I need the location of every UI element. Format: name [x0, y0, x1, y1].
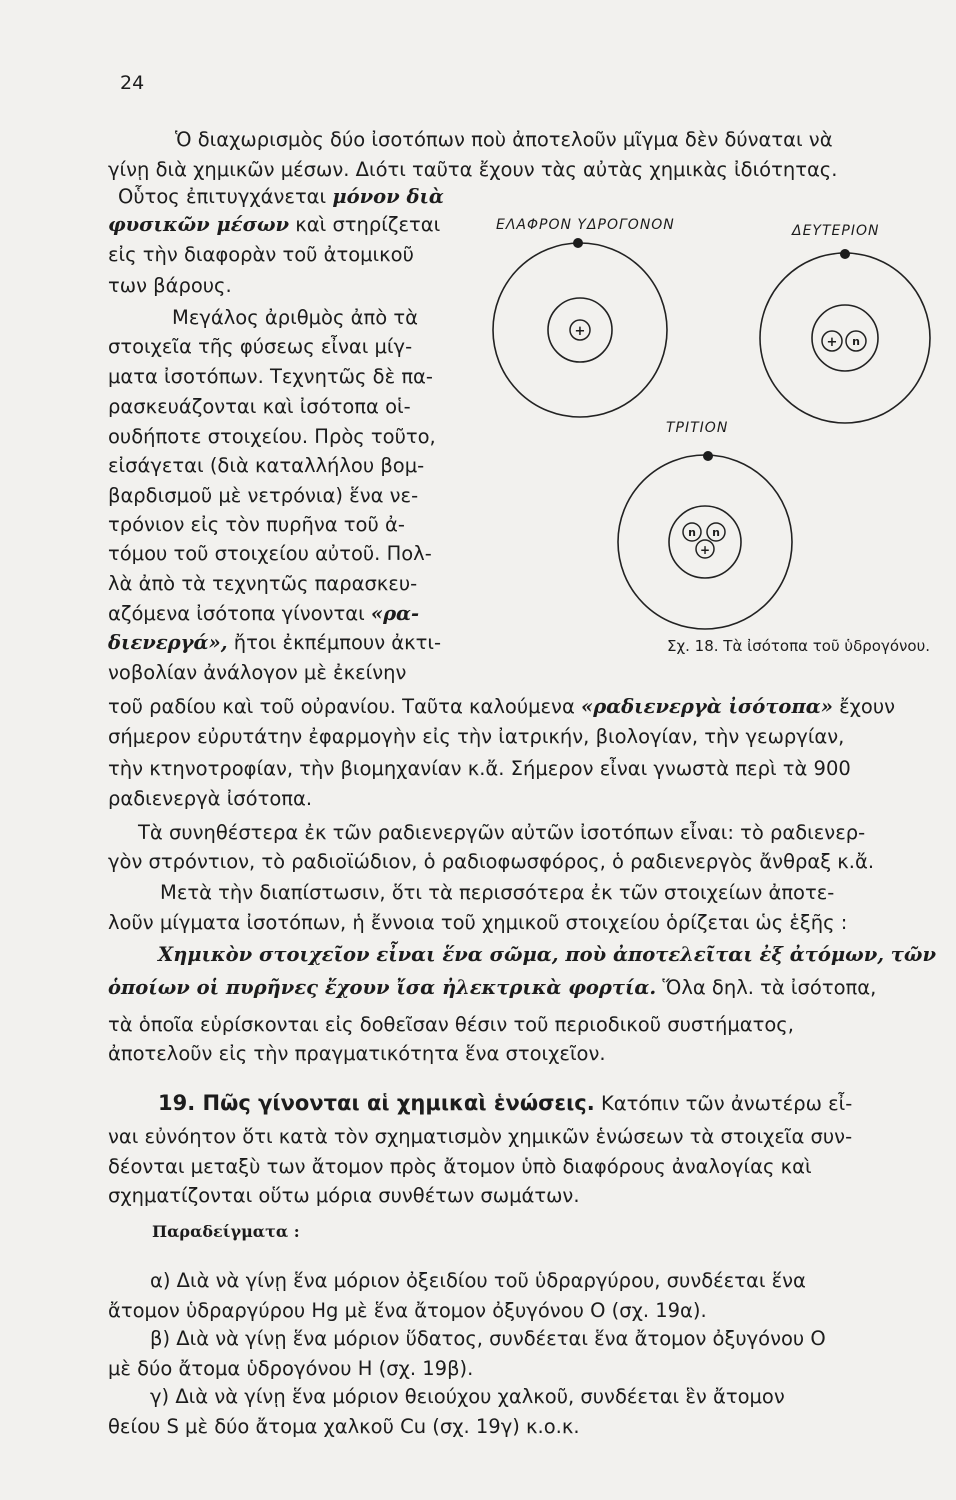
text-line: δέονται μεταξὺ των ἄτομον πρὸς ἄτομον ὑπὸ διαφόρους ἀναλογίας καὶ — [108, 1155, 812, 1178]
proton-symbol: + — [574, 324, 586, 339]
text-line: λοῦν μίγματα ἰσοτόπων, ἡ ἔννοια τοῦ χημικοῦ στοιχείου ὁρίζεται ὡς ἑξῆς : — [108, 911, 848, 934]
text-line — [108, 694, 895, 720]
text-segment: αζόμενα ἰσότοπα γίνονται — [108, 602, 365, 625]
label-tritium: ΤΡΙΤΙΟΝ — [666, 420, 729, 436]
text-line: β) Διὰ νὰ γίνῃ ἕνα μόριον ὕδατος, συνδέεται ἕνα ἄτομον ὀξυγόνου O — [150, 1327, 826, 1350]
text-line: τὰ ὁποῖα εὑρίσκονται εἰς δοθεῖσαν θέσιν τοῦ περιοδικοῦ συστήματος, — [108, 1013, 794, 1036]
text-line: Μετὰ τὴν διαπίστωσιν, ὅτι τὰ περισσότερα ἐκ τῶν στοιχείων ἀποτε- — [160, 881, 835, 904]
text-line: ἀποτελοῦν εἰς τὴν πραγματικότητα ἕνα στοιχεῖον. — [108, 1042, 606, 1065]
text-segment: τοῦ ραδίου καὶ τοῦ οὐρανίου. Ταῦτα καλούμενα — [108, 695, 575, 718]
deuterium-orbit — [760, 253, 930, 423]
text-segment: Κατόπιν τῶν ἀνωτέρω εἶ- — [600, 1092, 853, 1115]
text-line: μὲ δύο ἄτομα ὑδρογόνου H (σχ. 19β). — [108, 1357, 474, 1380]
proton-symbol: + — [699, 543, 711, 557]
text-line: εἰς τὴν διαφορὰν τοῦ ἀτομικοῦ — [108, 243, 414, 266]
text-line: νοβολίαν ἀνάλογον μὲ ἐκείνην — [108, 661, 407, 684]
text-line: τόμου τοῦ στοιχείου αὐτοῦ. Πολ- — [108, 542, 432, 565]
italic-segment: διενεργά», — [108, 631, 228, 654]
italic-segment: φυσικῶν μέσων — [108, 213, 290, 236]
label-light-hydrogen: ΕΛΑΦΡΟΝ ΥΔΡΟΓΟΝΟΝ — [496, 217, 675, 233]
text-line: ουδήποτε στοιχείου. Πρὸς τοῦτο, — [108, 425, 436, 448]
text-line: εἰσάγεται (διὰ καταλλήλου βομ- — [108, 454, 425, 477]
text-line: γ) Διὰ νὰ γίνῃ ἕνα μόριον θειούχου χαλκοῦ, συνδέεται ἓν ἄτομον — [150, 1385, 785, 1408]
protium-electron — [573, 238, 583, 248]
text-line: λὰ ἀπὸ τὰ τεχνητῶς παρασκευ- — [108, 572, 418, 595]
examples-title: Παραδείγματα : — [152, 1222, 300, 1241]
text-line: θείου S μὲ δύο ἄτομα χαλκοῦ Cu (σχ. 19γ) κ.ο.κ. — [108, 1415, 580, 1438]
text-segment: ἤτοι ἐκπέμπουν ἀκτι- — [233, 631, 442, 654]
section-heading: 19. Πῶς γίνονται αἱ χημικαὶ ἑνώσεις. — [158, 1091, 595, 1115]
text-line: Τὰ συνηθέστερα ἐκ τῶν ραδιενεργῶν αὐτῶν ἰσοτόπων εἶναι: τὸ ραδιενερ- — [138, 821, 866, 844]
text-line: γίνῃ διὰ χημικῶν μέσων. Διότι ταῦτα ἔχουν τὰς αὐτὰς χημικὰς ἰδιότητας. — [108, 158, 838, 181]
italic-segment: «ρα- — [370, 602, 420, 625]
text-segment: ἔχουν — [839, 695, 896, 718]
text-segment: καὶ στηρίζεται — [295, 213, 441, 236]
text-segment: Οὗτος ἐπιτυγχάνεται — [118, 185, 327, 208]
text-line: ἄτομον ὑδραργύρου Hg μὲ ἕνα ἄτομον ὀξυγόνου O (σχ. 19α). — [108, 1299, 707, 1322]
page-number: 24 — [120, 72, 145, 94]
text-line: τρόνιον εἰς τὸν πυρῆνα τοῦ ἀ- — [108, 513, 405, 536]
definition-line: Χημικὸν στοιχεῖον εἶναι ἕνα σῶμα, ποὺ ἀποτελεῖται ἐξ ἀτόμων, τῶν — [158, 943, 937, 966]
text-line: ραδιενεργὰ ἰσότοπα. — [108, 787, 313, 810]
neutron-symbol: n — [712, 526, 720, 539]
italic-segment: μόνον διὰ — [332, 185, 444, 208]
italic-segment: «ραδιενεργὰ ἰσότοπα» — [581, 695, 833, 718]
label-deuterium: ΔΕΥΤΕΡΙΟΝ — [792, 223, 880, 239]
text-line: ρασκευάζονται καὶ ἰσότοπα οἱ- — [108, 395, 411, 418]
text-line: σχηματίζονται οὕτω μόρια συνθέτων σωμάτων. — [108, 1184, 580, 1207]
neutron-symbol: n — [688, 526, 696, 539]
text-line: σήμερον εὐρυτάτην ἐφαρμογὴν εἰς τὴν ἰατρικήν, βιολογίαν, τὴν γεωργίαν, — [108, 725, 845, 748]
text-line: Μεγάλος ἀριθμὸς ἀπὸ τὰ — [172, 306, 418, 329]
text-line: Ὁ διαχωρισμὸς δύο ἰσοτόπων ποὺ ἀποτελοῦν μῖγμα δὲν δύναται νὰ — [175, 128, 833, 151]
text-line: βαρδισμοῦ μὲ νετρόνια) ἕνα νε- — [108, 484, 419, 507]
isotope-figure — [0, 0, 956, 700]
text-line — [108, 975, 876, 1001]
text-line: ναι εὐνόητον ὅτι κατὰ τὸν σχηματισμὸν χημικῶν ἑνώσεων τὰ στοιχεῖα συν- — [108, 1125, 853, 1148]
text-line: τὴν κτηνοτροφίαν, τὴν βιομηχανίαν κ.ἄ. Σήμερον εἶναι γνωστὰ περὶ τὰ 900 — [108, 757, 851, 780]
tritium-electron — [703, 451, 713, 461]
text-segment: Ὅλα δηλ. τὰ ἰσότοπα, — [662, 976, 877, 999]
tritium-orbit — [618, 455, 792, 629]
neutron-symbol: n — [852, 335, 860, 348]
figure-caption: Σχ. 18. Τὰ ἰσότοπα τοῦ ὑδρογόνου. — [667, 637, 931, 655]
text-line: γὸν στρόντιον, τὸ ραδιοϊώδιον, ὁ ραδιοφωσφόρος, ὁ ραδιενεργὸς ἄνθραξ κ.ἄ. — [108, 850, 875, 873]
text-line: α) Διὰ νὰ γίνῃ ἕνα μόριον ὀξειδίου τοῦ ὑδραργύρου, συνδέεται ἕνα — [150, 1269, 806, 1292]
proton-symbol: + — [826, 335, 838, 350]
text-line: ματα ἰσοτόπων. Τεχνητῶς δὲ πα- — [108, 365, 433, 388]
deuterium-electron — [840, 249, 850, 259]
text-line: στοιχεῖα τῆς φύσεως εἶναι μίγ- — [108, 335, 413, 358]
tritium-nucleus-ring — [669, 506, 741, 578]
section-heading-line — [158, 1090, 852, 1117]
italic-segment: ὁποίων οἱ πυρῆνες ἔχουν ἴσα ἠλεκτρικὰ φορτία. — [108, 976, 657, 999]
text-line: των βάρους. — [108, 274, 232, 297]
